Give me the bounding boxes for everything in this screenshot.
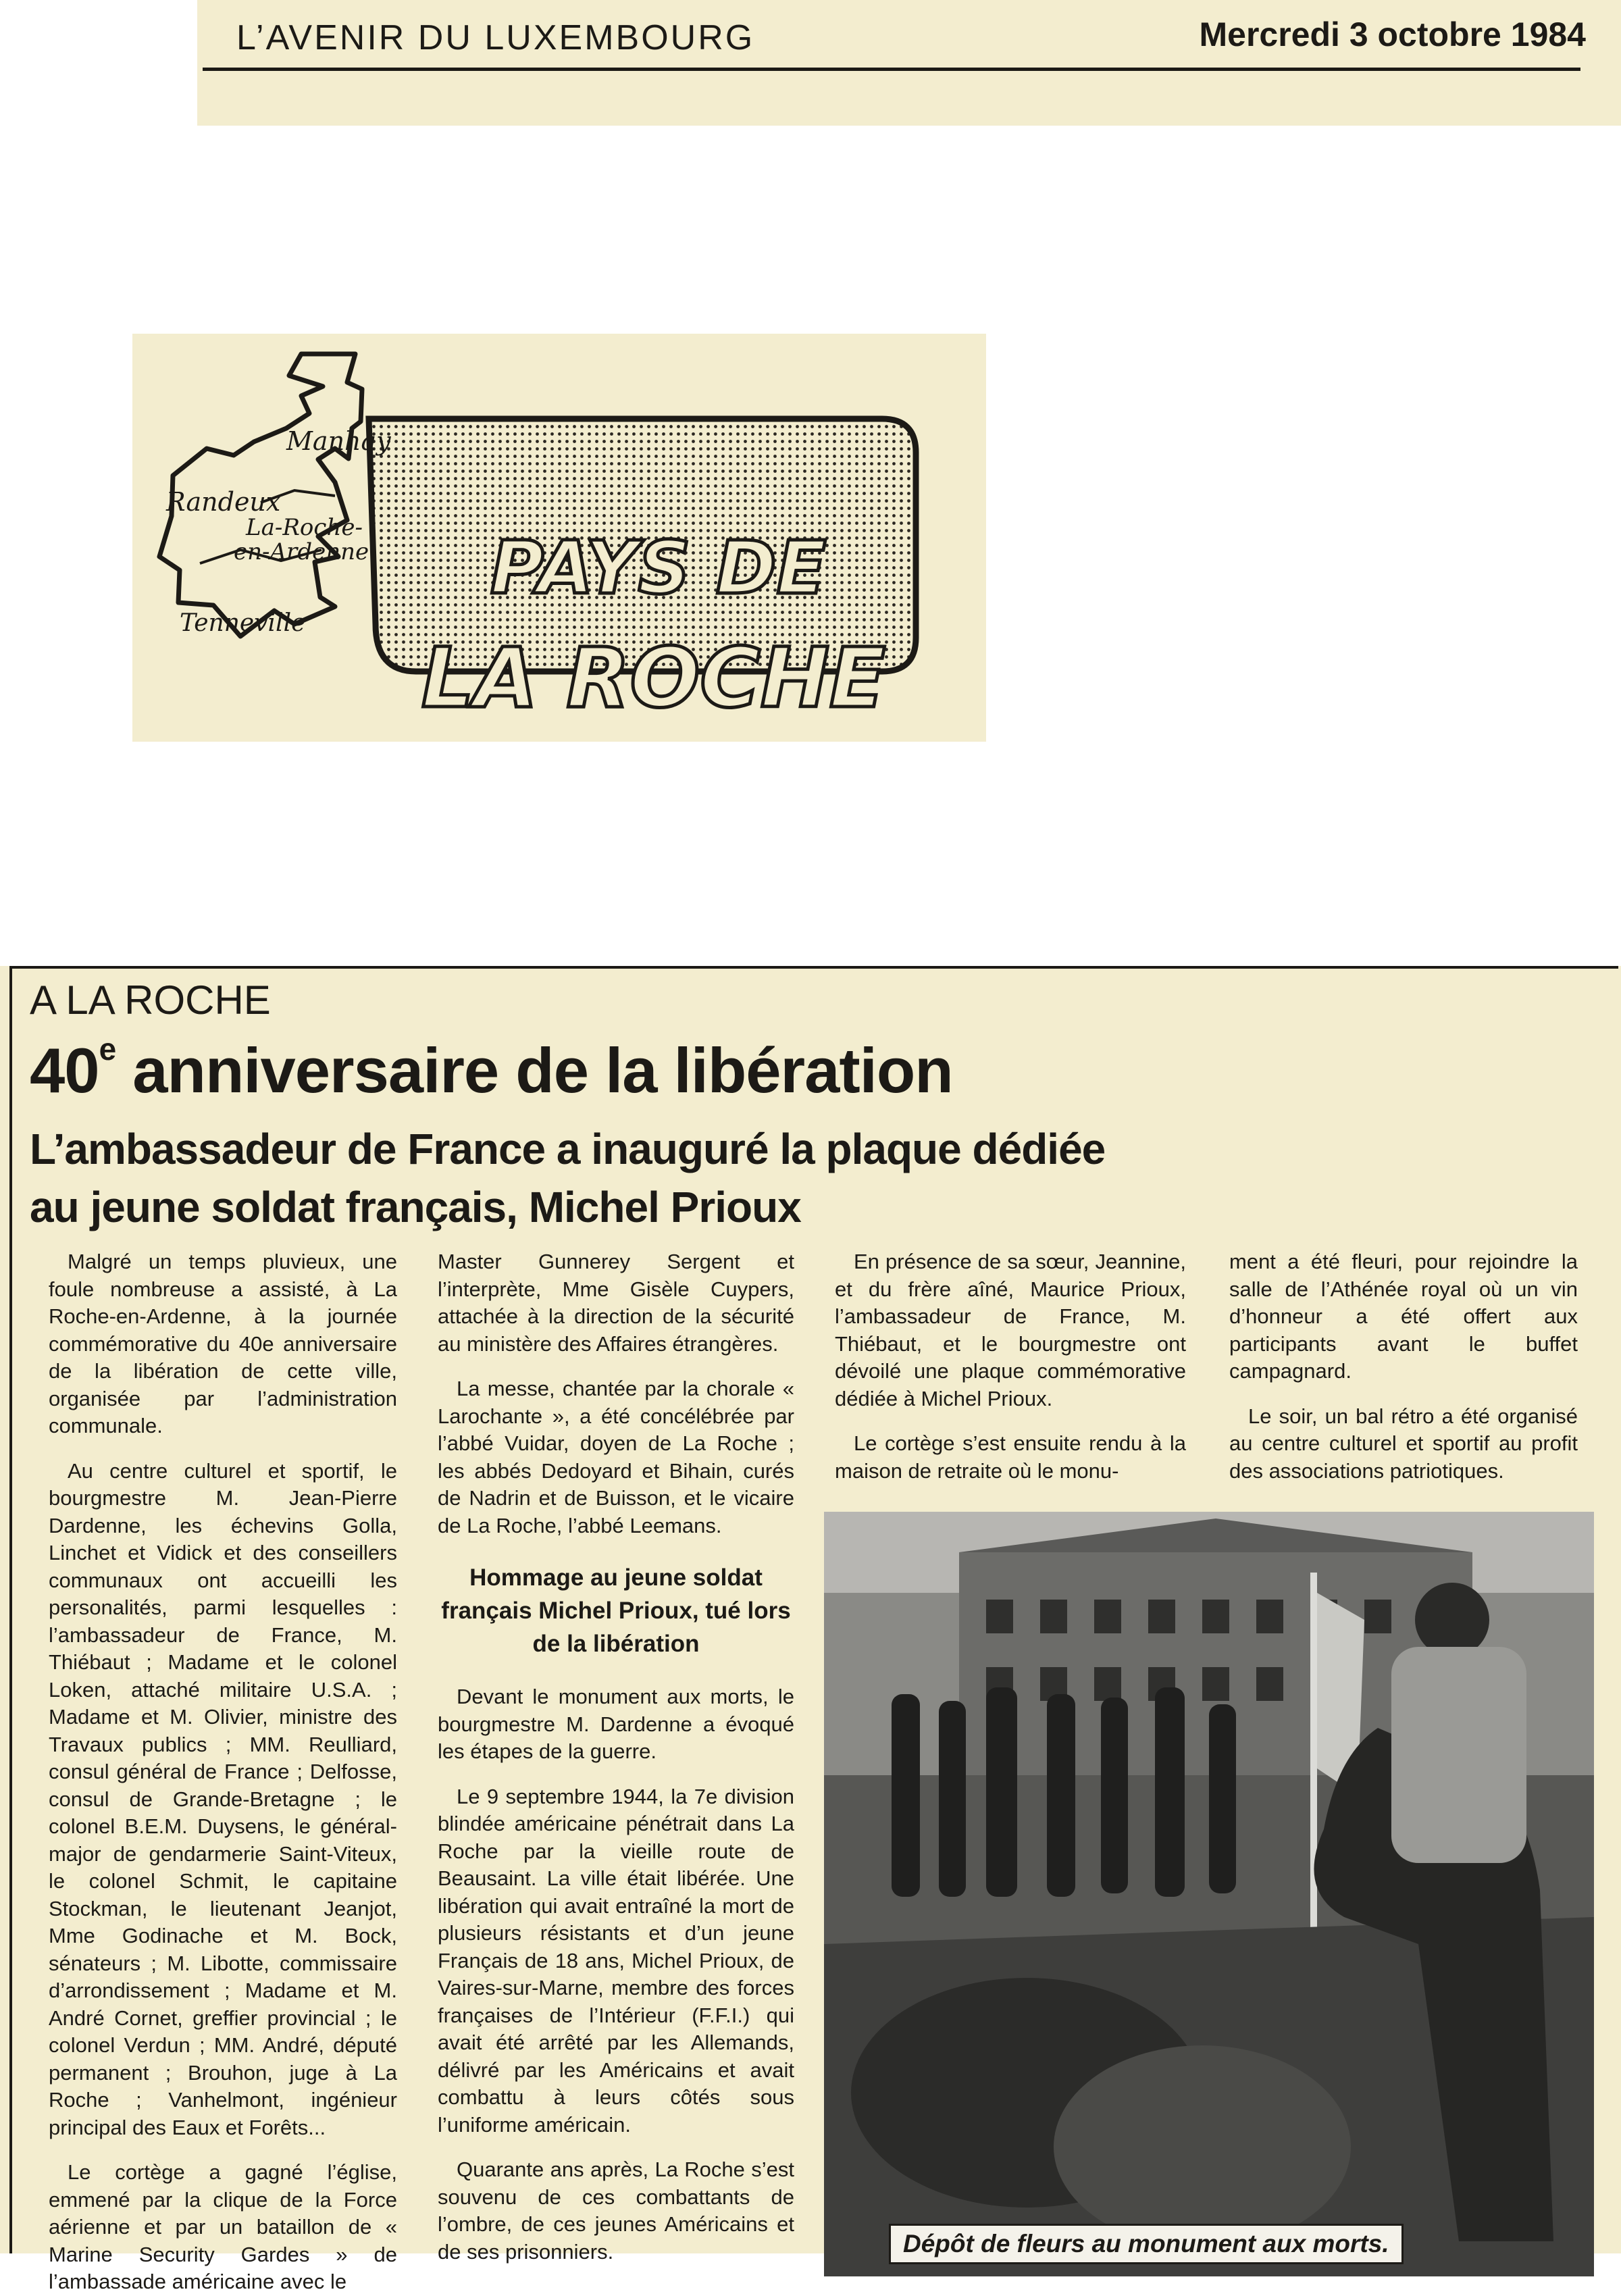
- article-left-rule: [9, 966, 12, 2253]
- paragraph: Malgré un temps pluvieux, une foule nombreuse a assisté, à La Roche-en-Ardenne, à la journée commémorative du 40e anniversaire de la libération de cette ville, organisée par l’administration communale.: [49, 1250, 397, 1437]
- paragraph: Le soir, un bal rétro a été organisé au centre culturel et sportif au profit des associations patriotiques.: [1229, 1404, 1578, 1483]
- place-manhay: Manhay: [286, 426, 391, 456]
- paragraph: Master Gunnerey Sergent et l’interprète, Mme Gisèle Cuypers, attachée à la direction de la sécurité au ministère des Affaires étrangères.: [438, 1250, 794, 1356]
- masthead-rule: [203, 68, 1580, 71]
- paragraph: Au centre culturel et sportif, le bourgmestre M. Jean-Pierre Dardenne, les échevins Golla, Linchet et Vidick et des conseillers communaux ont accueilli les personalités, parmi lesquelles : l’ambassadeur de France, M. Thiébaut ; Madame et le colonel Loken, attaché militaire U.S.A. ; Madame et M. Olivier, ministre des Travaux publics ; MM. Reulliard, consul général de France ; Delfosse, consul de Grande-Bretagne ; le colonel B.E.M. Duysens, le général-major de gendarmerie Saint-Viteux, le colonel Schmit, le capitaine Stockman, le lieutenant Jeanjot, Mme Godinache et M. Bock, sénateurs ; M. Libotte, commissaire d’arrondissement ; Madame et M. André Cornet, greffier provincial ; le colonel Verdun ; MM. André, député permanent ; Brouhon, juge à La Roche ; Vanhelmont, ingénieur principal des Eaux et Forêts...: [49, 1458, 397, 2139]
- headline-number: 40: [30, 1035, 99, 1106]
- article-deck: L’ambassadeur de France a inauguré la plaque dédiée au jeune soldat français, Michel Prioux: [30, 1125, 1106, 1231]
- photo-caption: Dépôt de fleurs au monument aux morts.: [889, 2224, 1404, 2264]
- headline-text: anniversaire de la libération: [115, 1035, 953, 1106]
- place-randeux: Randeux: [166, 487, 281, 517]
- newspaper-name: L’AVENIR DU LUXEMBOURG: [236, 18, 755, 57]
- place-en-ardenne: en-Ardenne: [234, 538, 369, 565]
- article-column-3: [835, 1248, 1186, 1485]
- article-column-1: [49, 1248, 397, 2296]
- paragraph: La messe, chantée par la chorale « Larochante », a été concélébrée par l’abbé Vuidar, doyen de La Roche ; les abbés Dedoyard et Bihain, curés de Nadrin et de Buisson, et le vicaire de La Roche, l’abbé Leemans.: [438, 1377, 794, 1537]
- article-clipping: [0, 966, 1621, 2293]
- logo-title-line1: PAYS DE: [490, 526, 827, 611]
- paragraph: Le 9 septembre 1944, la 7e division blindée américaine pénétrait dans La Roche par la vieille route de Beausaint. La ville était libérée. Une libération qui avait entraîné la mort de plusieurs résistants et d’un jeune Français de 18 ans, Michel Prioux, de Vaires-sur-Marne, membre des forces françaises de l’Intérieur (F.F.I.) qui avait été arrêté par les Allemands, délivré par les Américains et avait combattu à leurs côtés sous l’uniforme américain.: [438, 1784, 794, 2137]
- article-kicker: A LA ROCHE: [30, 977, 271, 1023]
- paragraph: Devant le monument aux morts, le bourgmestre M. Dardenne a évoqué les étapes de la guerre.: [438, 1685, 794, 1763]
- logo-title-line2: LA ROCHE: [421, 630, 886, 726]
- publication-date: Mercredi 3 octobre 1984: [1199, 16, 1586, 53]
- article-top-rule: [9, 966, 1618, 969]
- article-subheading: Hommage au jeune soldat français Michel Prioux, tué lors de la libération: [441, 1564, 791, 1657]
- article-column-2: [438, 1248, 794, 2266]
- article-column-4: [1229, 1248, 1578, 1485]
- paragraph: Le cortège s’est ensuite rendu à la maison de retraite où le monu-: [835, 1431, 1186, 1483]
- place-la-roche: La-Roche-: [246, 514, 363, 541]
- paragraph: En présence de sa sœur, Jeannine, et du frère aîné, Maurice Prioux, l’ambassadeur de France, M. Thiébaut, et le bourgmestre ont dévoilé une plaque commémorative dédiée à Michel Prioux.: [835, 1250, 1186, 1410]
- headline-superscript: e: [99, 1031, 116, 1067]
- article-headline: [30, 1031, 953, 1107]
- paragraph: Quarante ans après, La Roche s’est souvenu de ces combattants de l’ombre, de ces jeunes Américains et de ses prisonniers.: [438, 2158, 794, 2264]
- photo-scene: [824, 1512, 1594, 2276]
- place-tenneville: Tenneville: [180, 609, 306, 637]
- masthead-clipping: [197, 0, 1621, 126]
- paragraph: ment a été fleuri, pour rejoindre la salle de l’Athénée royal où un vin d’honneur a été offert aux participants avant le buffet campagnard.: [1229, 1250, 1578, 1383]
- article-photo: [824, 1512, 1594, 2276]
- pays-de-la-roche-logo: [132, 334, 986, 742]
- paragraph: Le cortège a gagné l’église, emmené par la clique de la Force aérienne et par un bataillon de « Marine Security Gardes » de l’ambassade américaine avec le: [49, 2160, 397, 2293]
- logo-clipping: [132, 334, 986, 742]
